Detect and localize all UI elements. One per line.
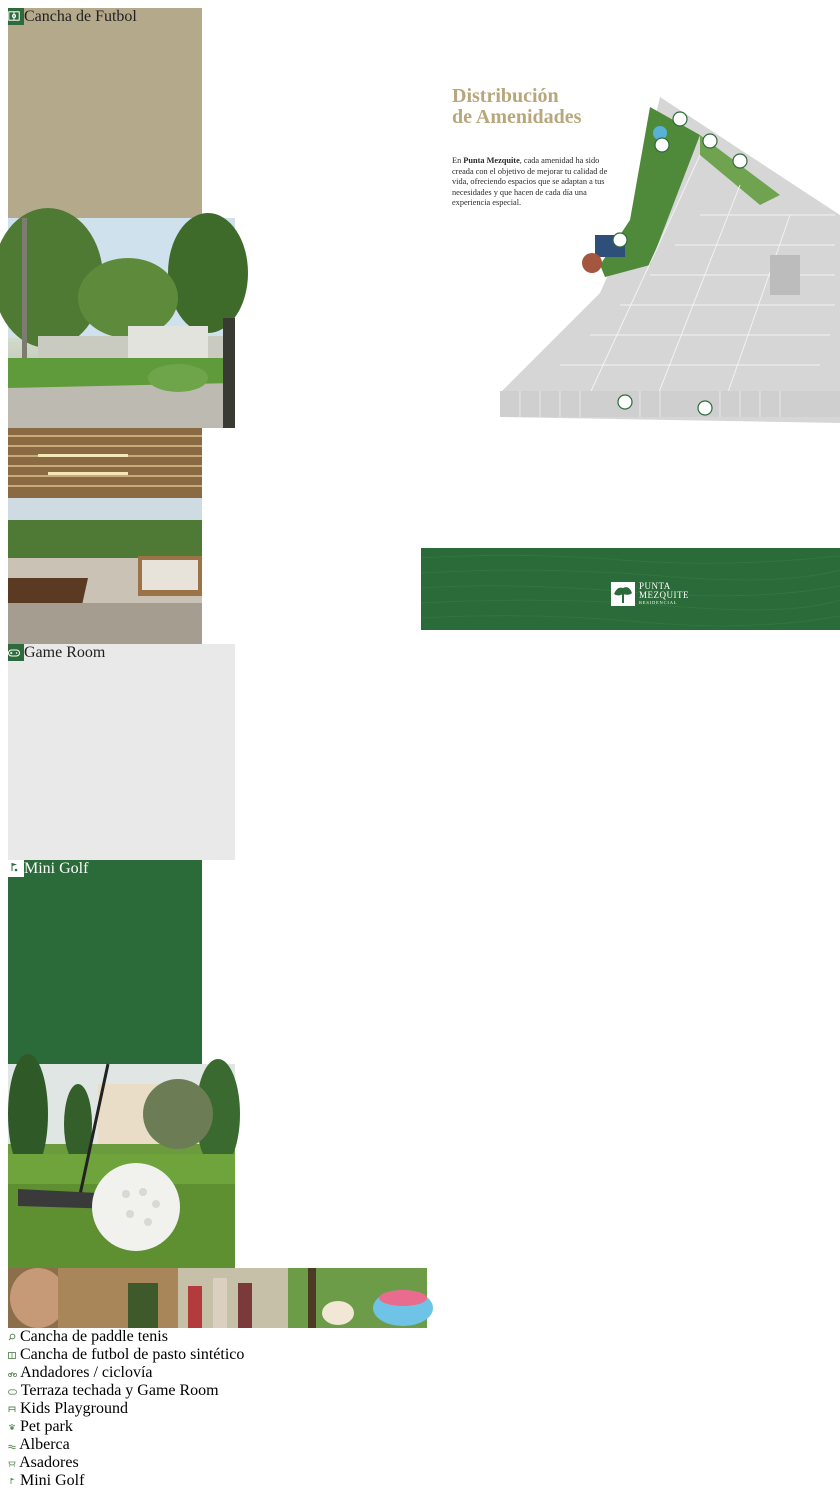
golf-icon bbox=[8, 1472, 16, 1489]
legend-label: Cancha de futbol de pasto sintético bbox=[20, 1346, 245, 1363]
legend-item-soccer bbox=[8, 1346, 832, 1364]
soccer-field-icon bbox=[8, 8, 24, 25]
paddle-icon bbox=[8, 1328, 16, 1345]
intro-brand: Punta Mezquite bbox=[463, 156, 520, 165]
futbol-tile bbox=[8, 8, 202, 218]
game-room-tile-label bbox=[8, 644, 235, 662]
mini-golf-tile bbox=[8, 860, 202, 1064]
legend-label: Kids Playground bbox=[20, 1400, 128, 1417]
soccer-field-icon bbox=[8, 1346, 16, 1363]
game-room-tile bbox=[8, 644, 235, 860]
title-line-1: Distribución bbox=[452, 85, 559, 107]
legend-item-paddle bbox=[8, 1328, 832, 1346]
legend-label: Cancha de paddle tenis bbox=[20, 1328, 168, 1345]
game-room-photo bbox=[8, 428, 202, 644]
mini-golf-label-text: Mini Golf bbox=[24, 860, 89, 877]
game-controller-icon bbox=[8, 1382, 17, 1399]
bike-path-icon bbox=[8, 1364, 17, 1381]
legend-item-pet-park bbox=[8, 1418, 832, 1436]
legend-label: Andadores / ciclovía bbox=[20, 1364, 153, 1381]
brochure-page bbox=[8, 8, 832, 1490]
game-room-label-text: Game Room bbox=[24, 644, 106, 661]
legend-label: Terraza techada y Game Room bbox=[20, 1382, 219, 1399]
futbol-tile-label bbox=[8, 8, 202, 26]
legend-item-game-room bbox=[8, 1382, 832, 1400]
golf-icon bbox=[8, 860, 24, 877]
tree-logo-icon bbox=[611, 582, 635, 606]
title-line-2: de Amenidades bbox=[452, 106, 582, 128]
legend-label: Pet park bbox=[20, 1418, 73, 1435]
playground-icon bbox=[8, 1400, 16, 1417]
legend-label: Mini Golf bbox=[20, 1472, 85, 1489]
amenities-legend bbox=[8, 1328, 832, 1490]
legend-item-playground bbox=[8, 1400, 832, 1418]
legend-label: Asadores bbox=[19, 1454, 79, 1471]
logo-tagline: RESIDENCIAL bbox=[639, 600, 678, 605]
legend-label: Alberca bbox=[19, 1436, 70, 1453]
soccer-field-photo bbox=[8, 218, 235, 428]
intro-rest: , cada amenidad ha sido creada con el objetivo de mejorar tu calidad de vida, ofreciendo espacios que se adaptan a tus necesidades y que hacen de cada día una experiencia especial. bbox=[452, 156, 608, 207]
legend-item-bike bbox=[8, 1364, 832, 1382]
futbol-label-text: Cancha de Futbol bbox=[24, 8, 137, 25]
legend-item-pool bbox=[8, 1436, 832, 1454]
logo-name-line-2: MEZQUITE bbox=[639, 590, 689, 600]
legend-item-grill bbox=[8, 1454, 832, 1472]
lifestyle-photo-strip bbox=[8, 1268, 427, 1328]
game-controller-icon bbox=[8, 644, 24, 661]
site-plan-map bbox=[500, 95, 840, 425]
footer-band bbox=[421, 548, 840, 630]
mini-golf-tile-label bbox=[8, 860, 202, 878]
brand-logo bbox=[611, 582, 689, 606]
pool-icon bbox=[8, 1436, 16, 1453]
logo-name-line-1: PUNTA bbox=[639, 581, 671, 591]
paw-icon bbox=[8, 1418, 16, 1435]
intro-prefix: En bbox=[452, 156, 464, 165]
grill-icon bbox=[8, 1454, 16, 1471]
golf-ball-photo bbox=[8, 1064, 235, 1268]
legend-item-mini-golf bbox=[8, 1472, 832, 1490]
